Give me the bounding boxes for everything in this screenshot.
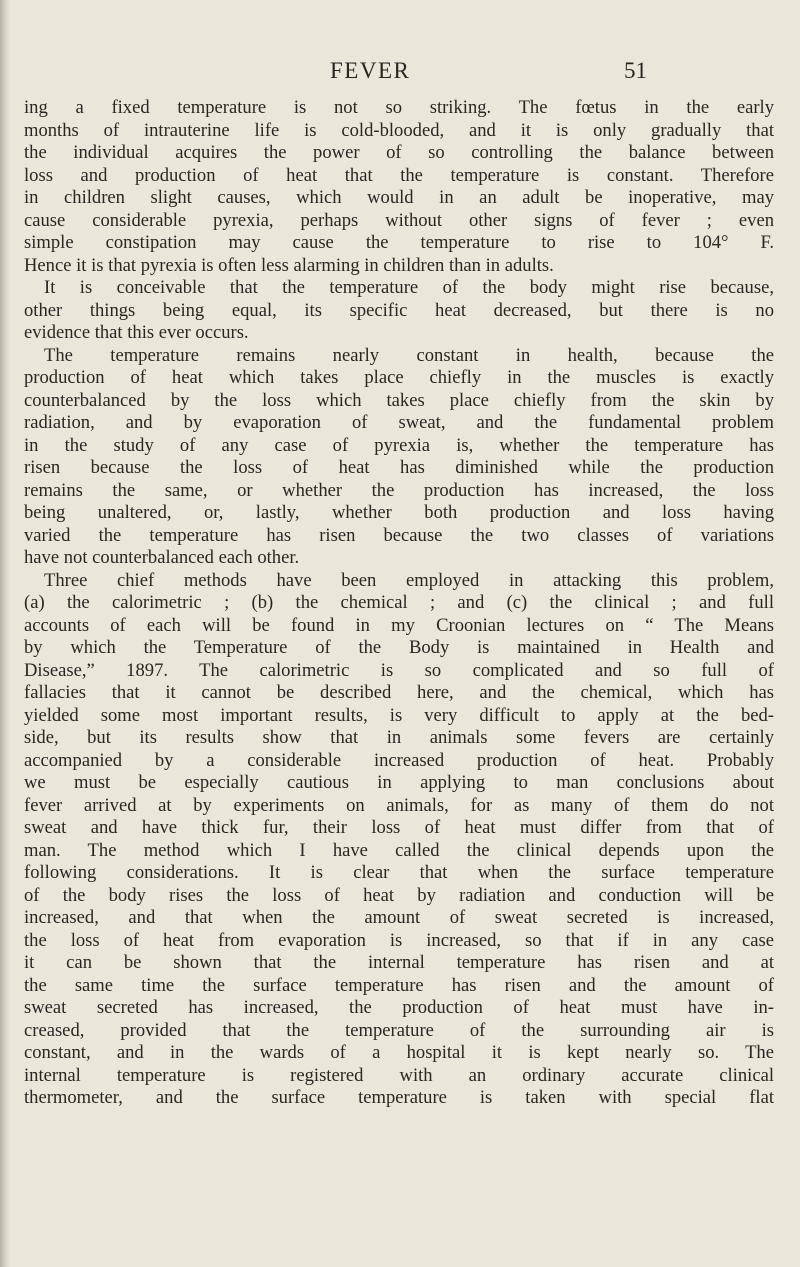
text-line: fever arrived at by experiments on animals, for as many of them do not xyxy=(24,794,774,816)
page-header xyxy=(0,58,800,88)
text-line: following considerations. It is clear that when the surface temperature xyxy=(24,862,774,883)
text-line: production of heat which takes place chiefly in the muscles is exactly xyxy=(24,367,774,388)
text-line: accompanied by a considerable increased production of heat. Probably xyxy=(24,749,774,771)
text-line: the loss of heat from evaporation is increased, so that if in any case xyxy=(24,929,774,951)
text-line: we must be especially cautious in applying to man conclusions about xyxy=(24,772,774,793)
text-line: radiation, and by evaporation of sweat, and the fundamental problem xyxy=(24,412,774,433)
text-line: months of intrauterine life is cold-blooded, and it is only gradually that xyxy=(24,119,774,141)
text-line: sweat secreted has increased, the production of heat must have in- xyxy=(24,997,774,1018)
text-line: counterbalanced by the loss which takes place chiefly from the skin by xyxy=(24,389,774,411)
text-line: increased, and that when the amount of sweat secreted is increased, xyxy=(24,907,774,928)
text-line: side, but its results show that in animals some fevers are certainly xyxy=(24,727,774,748)
text-line: Hence it is that pyrexia is often less alarming in children than in adults. xyxy=(24,254,554,276)
text-line: have not counterbalanced each other. xyxy=(24,547,300,568)
text-line: evidence that this ever occurs. xyxy=(24,322,249,343)
page-gutter-shadow xyxy=(0,0,10,1267)
text-line: other things being equal, its specific heat decreased, but there is no xyxy=(24,299,774,321)
text-line: the individual acquires the power of so controlling the balance between xyxy=(24,142,774,163)
text-line: accounts of each will be found in my Croonian lectures on “ The Means xyxy=(24,614,774,636)
body-text xyxy=(24,97,774,1110)
page-number: 51 xyxy=(624,58,647,83)
text-line: The temperature remains nearly constant in health, because the xyxy=(44,344,774,366)
text-line: fallacies that it cannot be described here, and the chemical, which has xyxy=(24,682,774,703)
text-line: Disease,” 1897. The calorimetric is so complicated and so full of xyxy=(24,659,774,681)
text-line: by which the Temperature of the Body is maintained in Health and xyxy=(24,637,774,658)
text-line: cause considerable pyrexia, perhaps without other signs of fever ; even xyxy=(24,209,774,231)
text-line: simple constipation may cause the temperature to rise to 104° F. xyxy=(24,232,774,253)
running-head: FEVER xyxy=(330,58,411,83)
text-line: Three chief methods have been employed in attacking this problem, xyxy=(44,569,774,591)
text-line: loss and production of heat that the temperature is constant. Therefore xyxy=(24,164,774,186)
text-line: (a) the calorimetric ; (b) the chemical ; and (c) the clinical ; and full xyxy=(24,592,774,613)
text-line: varied the temperature has risen because the two classes of variations xyxy=(24,524,774,546)
text-line: it can be shown that the internal temperature has risen and at xyxy=(24,952,774,973)
text-line: of the body rises the loss of heat by radiation and conduction will be xyxy=(24,884,774,906)
text-line: creased, provided that the temperature of the surrounding air is xyxy=(24,1019,774,1041)
text-line: constant, and in the wards of a hospital it is kept nearly so. The xyxy=(24,1042,774,1063)
text-line: the same time the surface temperature has risen and the amount of xyxy=(24,974,774,996)
text-line: thermometer, and the surface temperature is taken with special flat xyxy=(24,1087,774,1108)
text-line: ing a fixed temperature is not so striking. The fœtus in the early xyxy=(24,97,774,118)
text-line: internal temperature is registered with an ordinary accurate clinical xyxy=(24,1064,774,1086)
text-line: man. The method which I have called the clinical depends upon the xyxy=(24,839,774,861)
text-line: being unaltered, or, lastly, whether both production and loss having xyxy=(24,502,774,523)
text-line: risen because the loss of heat has diminished while the production xyxy=(24,457,774,478)
text-line: yielded some most important results, is very difficult to apply at the bed- xyxy=(24,704,774,726)
text-line: remains the same, or whether the production has increased, the loss xyxy=(24,479,774,501)
text-line: It is conceivable that the temperature of the body might rise because, xyxy=(44,277,774,298)
text-line: sweat and have thick fur, their loss of heat must differ from that of xyxy=(24,817,774,838)
text-line: in children slight causes, which would in an adult be inoperative, may xyxy=(24,187,774,208)
text-line: in the study of any case of pyrexia is, whether the temperature has xyxy=(24,434,774,456)
